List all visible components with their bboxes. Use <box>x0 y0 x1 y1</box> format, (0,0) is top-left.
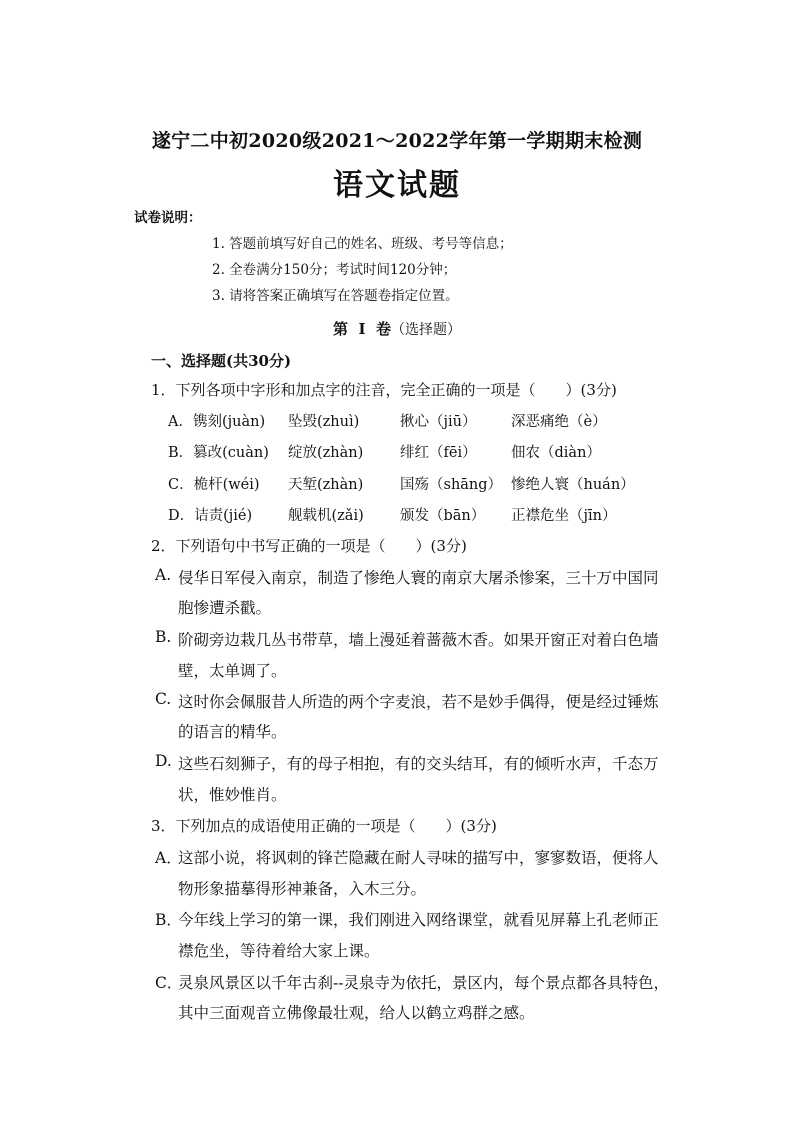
option-cell: 坠毁(zhuì) <box>288 414 360 430</box>
option-cell: D．诘责(jié) <box>168 508 253 524</box>
instructions-heading: 试卷说明： <box>134 210 202 226</box>
option-text: 状，惟妙惟肖。 <box>178 786 287 804</box>
option-text: 物形象描摹得形神兼备，入木三分。 <box>178 880 427 898</box>
option-cell: 惨绝人寰（huán） <box>511 477 635 493</box>
question-3-stem: 3．下列加点的成语使用正确的一项是（ ）(3分) <box>151 817 497 835</box>
option-text: 这时你会佩服昔人所造的两个字麦浪，若不是妙手偶得，便是经过锤炼 <box>178 693 659 711</box>
option-cell: 国殇（shāng） <box>400 477 503 493</box>
option-label: B. <box>155 628 172 646</box>
option-text: 阶砌旁边栽几丛书带草，墙上漫延着蔷薇木香。如果开窗正对着白色墙 <box>178 631 659 649</box>
option-text: 今年线上学习的第一课，我们刚进入网络课堂，就看见屏幕上孔老师正 <box>178 911 659 929</box>
option-text: 其中三面观音立佛像最壮观，给人以鹤立鸡群之感。 <box>178 1004 535 1022</box>
option-cell: 深恶痛绝（è） <box>511 414 607 430</box>
instruction-item: 1. 答题前填写好自己的姓名、班级、考号等信息； <box>212 236 513 252</box>
option-cell: A．镌刻(juàn) <box>168 414 266 430</box>
option-label: A． <box>155 849 182 867</box>
option-cell: B．篡改(cuàn) <box>168 445 269 461</box>
option-text: 这些石刻狮子，有的母子相抱，有的交头结耳，有的倾听水声，千态万 <box>178 755 659 773</box>
option-cell: 揪心（jiū） <box>400 414 477 430</box>
option-label: C． <box>155 974 183 992</box>
subject-title: 语文试题 <box>333 168 461 203</box>
option-cell: 佃农（diàn） <box>511 445 601 461</box>
option-cell: 舰载机(zǎi) <box>288 508 364 524</box>
option-text: 胞惨遭杀戳。 <box>178 599 272 617</box>
option-text: 的语言的精华。 <box>178 723 287 741</box>
option-cell: 颁发（bān） <box>400 508 486 524</box>
option-text: 灵泉风景区以千年古刹--灵泉寺为依托，景区内，每个景点都各具特色， <box>178 974 669 992</box>
section-heading: 一、选择题(共30分) <box>151 352 292 370</box>
instruction-item: 3. 请将答案正确填写在答题卷指定位置。 <box>212 288 459 304</box>
option-cell: C．桅杆(wéi) <box>168 477 260 493</box>
option-cell: 天堑(zhàn) <box>288 477 364 493</box>
option-text: 这部小说，将讽刺的锋芒隐藏在耐人寻味的描写中，寥寥数语，便将人 <box>178 849 659 867</box>
option-text: 侵华日军侵入南京，制造了惨绝人寰的南京大屠杀惨案，三十万中国同 <box>178 569 659 587</box>
option-cell: 绽放(zhàn) <box>288 445 364 461</box>
question-2-stem: 2．下列语句中书写正确的一项是（ ）(3分) <box>151 537 467 555</box>
option-label: A. <box>155 566 172 584</box>
option-text: 襟危坐，等待着给大家上课。 <box>178 942 380 960</box>
exam-title: 遂宁二中初2020级2021～2022学年第一学期期末检测 <box>151 130 643 152</box>
part-label: 第 Ⅰ 卷 <box>333 320 391 338</box>
option-label: D. <box>155 752 172 770</box>
part-note: （选择题） <box>390 322 461 338</box>
option-text: 壁，太单调了。 <box>178 662 287 680</box>
option-cell: 绯红（fēi） <box>400 445 477 461</box>
instruction-item: 2. 全卷满分150分；考试时间120分钟； <box>212 262 457 278</box>
option-cell: 正襟危坐（jīn） <box>511 508 617 524</box>
part-heading <box>0 318 794 339</box>
option-label: C. <box>155 690 172 708</box>
option-label: B． <box>155 911 182 929</box>
question-1-stem: 1．下列各项中字形和加点字的注音，完全正确的一项是（ ）(3分) <box>151 381 617 399</box>
